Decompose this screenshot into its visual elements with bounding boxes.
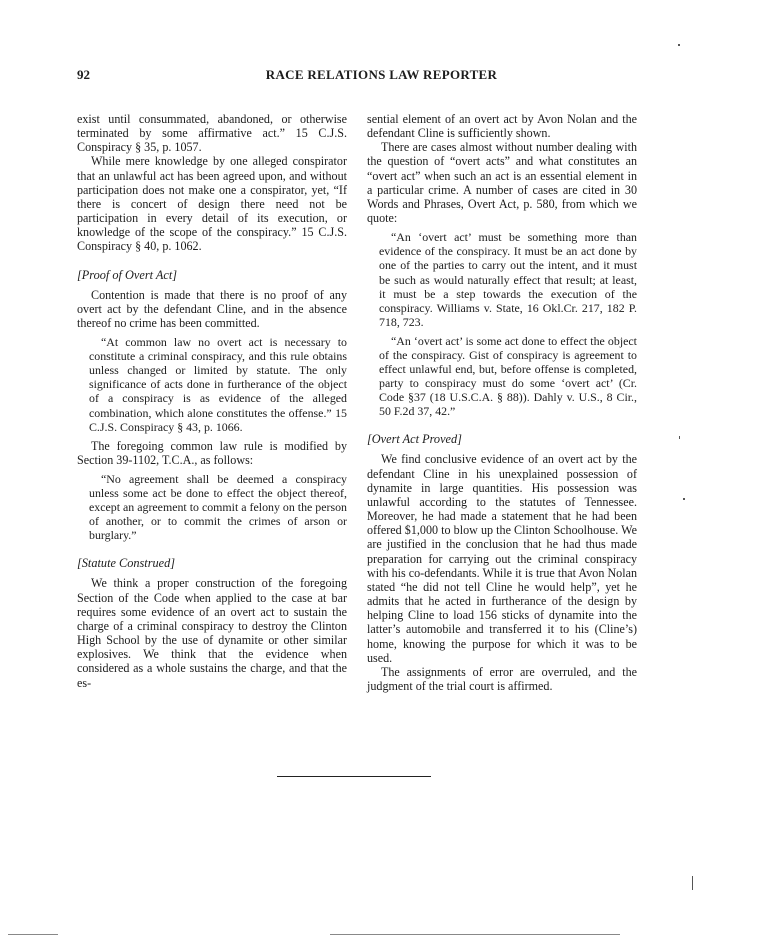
section-heading-overt-act-proved: [Overt Act Proved] <box>367 432 462 447</box>
left-column <box>77 112 347 690</box>
right-paragraph-3: We find conclusive evidence of an overt act by the defendant Cline in his unexplained possession of dynamite in large quantities. His possession was unlawful according to the statutes of Tennessee. Moreover, he had made a statement that he had been offered $1,000 to blow up the Clinton Schoolhouse. We are justified in the conclusion that he had thus made preparation for carrying out the criminal conspiracy with his co-defendants. While it is true that Avon Nolan stated “he did not tell Cline he would help”, yet he admits that he acted in furtherance of the design by helping Cline to load 156 sticks of dynamite into the latter’s automobile and transferred it to his (Cline’s) home, knowing the purpose for which it was to be used. <box>367 452 637 665</box>
right-block-quote-1 <box>379 230 637 329</box>
right-paragraph-1: sential element of an overt act by Avon Nolan and the defendant Cline is sufficiently shown. <box>367 112 637 141</box>
left-paragraph-3: Contention is made that there is no proof of any overt act by the defendant Cline, and in the absence thereof no crime has been committed. <box>77 287 347 330</box>
right-paragraph-2: There are cases almost without number dealing with the question of “overt acts” and what constitutes an “overt act” when such an act is an essential element in a particular crime. A number of cases are cited in 30 Words and Phrases, Overt Act, p. 580, from which we quote: <box>367 140 637 226</box>
left-paragraph-5: We think a proper construction of the foregoing Section of the Code when applied to the case at bar requires some evidence of an overt act to sustain the charge of a criminal conspiracy to destroy the Clinton High School by the use of dynamite or other similar explosives. We think that the evidence when considered as a whole sustains the charge, and that the es- <box>77 576 347 690</box>
right-block-quote-2 <box>379 334 637 419</box>
scan-speck <box>679 436 680 439</box>
right-quote-2-text: “An ‘overt act’ is some act done to effect the object of the conspiracy. Gist of conspiracy is agreement to effect unlawful end, but, before offense is completed, party to conspiracy must do some ‘overt act’ (Cr. Code §37 (18 U.S.C.A. § 88)). Dahly v. U.S., 8 Cir., 50 F.2d 37, 42.” <box>379 333 637 419</box>
left-paragraph-2: While mere knowledge by one alleged conspirator that an unlawful act has been agreed upon, and without participation does not make one a conspirator, yet, “If there is concert of design there need not be participation in every detail of its execution, or knowledge of the scope of the conspiracy.” 15 C.J.S. Conspiracy § 40, p. 1062. <box>77 154 347 254</box>
scan-speck <box>678 44 680 46</box>
scan-edge-line <box>330 934 620 935</box>
left-paragraph-4: The foregoing common law rule is modified by Section 39-1102, T.C.A., as follows: <box>77 438 347 467</box>
left-paragraph-1: exist until consummated, abandoned, or otherwise terminated by some affirmative act.” 15 C.J.S. Conspiracy § 35, p. 1057. <box>77 112 347 155</box>
left-block-quote-1 <box>89 335 347 434</box>
scan-speck <box>683 498 685 500</box>
scan-edge-line <box>8 934 58 935</box>
right-paragraph-4: The assignments of error are overruled, and the judgment of the trial court is affirmed. <box>367 664 637 693</box>
section-heading-statute-construed: [Statute Construed] <box>77 556 176 571</box>
section-heading-proof-of-overt-act: [Proof of Overt Act] <box>77 267 178 282</box>
right-column <box>367 112 637 693</box>
left-quote-1-text: “At common law no overt act is necessary to constitute a criminal conspiracy, and this rule obtains unless changed or limited by statute. The only significance of acts done in furtherance of the object of a conspiracy is as evidence of the alleged combination, which alone constitutes the offense.” 15 C.J.S. Conspiracy § 43, p. 1066. <box>89 335 347 434</box>
scan-speck <box>692 876 693 890</box>
left-quote-2-text: “No agreement shall be deemed a conspiracy unless some act be done to effect the object thereof, except an agreement to commit a felony on the person of another, or to commit the crimes of arson or burglary.” <box>89 472 347 543</box>
running-head: RACE RELATIONS LAW REPORTER <box>265 67 498 82</box>
end-of-opinion-rule <box>277 776 431 777</box>
left-block-quote-2 <box>89 472 347 542</box>
page-number: 92 <box>77 67 90 82</box>
right-quote-1-text: “An ‘overt act’ must be something more than evidence of the conspiracy. It must be an act done by one of the parties to carry out the intent, and it must be such as would naturally effect that result; at least, it must be a step towards the execution of the conspiracy. Williams v. State, 16 Okl.Cr. 217, 182 P. 718, 723. <box>379 230 637 329</box>
